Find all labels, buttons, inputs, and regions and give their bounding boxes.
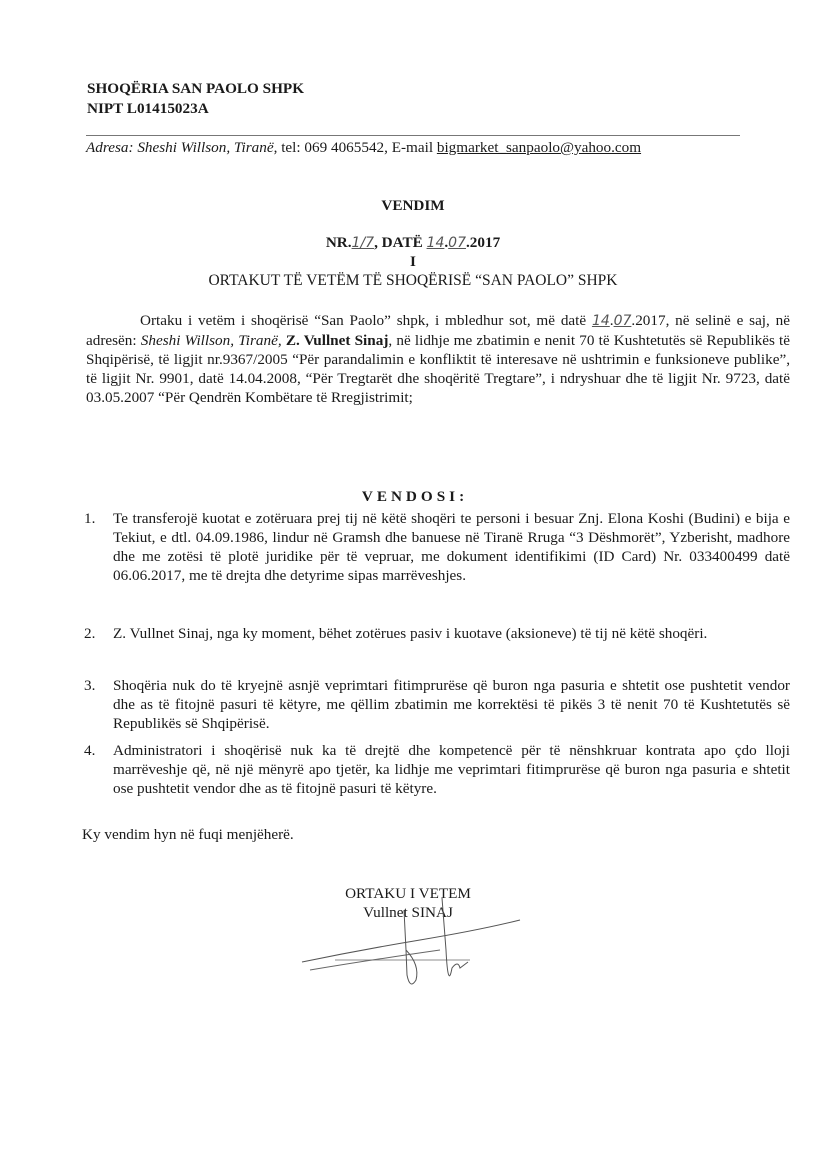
decision-number-line: NR.1/7, DATË 14.07.2017 [325,234,501,251]
date-year: .2017 [466,234,501,251]
header-divider [86,135,740,136]
handwritten-month: 07 [448,235,466,251]
email-link[interactable]: bigmarket_sanpaolo@yahoo.com [436,139,642,156]
intro-paragraph: Ortaku i vetëm i shoqërisë “San Paolo” shpk, i mbledhur sot, më datë 14.07.2017, në selinë e saj, në adresën: Sheshi Willson, Tiranë, Z. Vullnet Sinaj, në lidhje me zbatimin e nenit 70 të Kushtetutës së Republikës të Shqipërisë, të ligjit nr.9367/2005 “Për parandalimin e konfliktit të interesave në ushtrimin e funksioneve publike”, të ligjit Nr. 9901, datë 14.04.2008, “Për Tregtarët dhe shoqëritë Tregtare”, i ndryshuar dhe të ligjit Nr. 9723, datë 03.05.2007 “Për Qendrën Kombëtare të Rregjistrimit; [86,312,791,406]
intro-text-1: Ortaku i vetëm i shoqërisë “San Paolo” shpk, i mbledhur sot, më datë [140,312,592,329]
handwritten-number: 1/7 [351,235,375,251]
company-header [87,79,304,119]
intro-text-2: .2017, në selinë e saj, në adresën: [86,312,790,349]
company-nipt: NIPT L01415023A [87,100,209,117]
document-subtitle: ORTAKUT TË VETËM TË SHOQËRISË “SAN PAOLO” SHPK [208,272,618,289]
item-text: Te transferojë kuotat e zotëruara prej tij në këtë shoqëri te personi i besuar Znj. Elona Koshi (Budini) e bija e Tekiut, e dtl. 04.09.1986, lindur në Gramsh dhe banuese në Tiranë Rruga “3 Dëshmorët”, Yzberisht, madhore dhe me zotësi të plotë juridike për të vepruar, me dokument identifikimi (ID Card) Nr. 033400499 datë 06.06.2017, me të drejta dhe detyrime sipas marrëveshjes. [113,510,790,584]
signatory-role: ORTAKU I VETEM [345,885,471,902]
decision-item [84,741,790,798]
item-number: 4. [84,742,96,759]
title-connector: I [410,253,416,270]
handwritten-month: 07 [613,313,632,329]
item-number: 2. [84,625,96,642]
date-label: , DATË [374,234,427,251]
address-text: Adresa: Sheshi Willson, Tiranë [86,139,274,156]
document-title: VENDIM [381,197,445,214]
item-number: 3. [84,677,96,694]
item-number: 1. [84,510,96,527]
decision-item [84,509,790,585]
handwritten-day: 14 [426,235,445,251]
handwritten-day: 14 [591,313,610,329]
closing-statement: Ky vendim hyn në fuqi menjëherë. [82,826,294,843]
company-name: SHOQËRIA SAN PAOLO SHPK [87,80,305,97]
nr-label: NR. [325,234,352,251]
intro-address: Sheshi Willson, Tiranë, [140,332,282,349]
decision-item [84,624,790,643]
item-text: Shoqëria nuk do të kryejnë asnjë veprimtari fitimprurëse që buron nga pasuria e shtetit ose pushtetit vendor dhe as të fitojnë pasuri të këtyre, me qëllim zbatimin me korrektësi të pikës 3 të nenit 70 të Kushtetutës së Republikës së Shqipërisë. [113,677,790,732]
tel-text: , tel: 069 4065542, E-mail [273,139,437,156]
intro-name: Z. Vullnet Sinaj [285,332,389,349]
item-text: Administratori i shoqërisë nuk ka të drejtë dhe kompetencë për të nënshkruar kontrata apo çdo lloji marrëveshje që, në një mënyrë apo tjetër, ka lidhje me veprimtari fitimprurëse që buron nga pasuria e shtetit ose pushtetit vendor dhe as të fitojnë pasuri të këtyre. [113,742,790,797]
handwritten-signature [300,890,540,1000]
decision-item [84,676,790,733]
decision-heading: VENDOSI: [361,488,469,505]
signatory-name: Vullnet SINAJ [363,904,453,921]
item-text: Z. Vullnet Sinaj, nga ky moment, bëhet zotërues pasiv i kuotave (aksioneve) të tij në këtë shoqëri. [113,625,708,642]
address-line [86,139,641,157]
intro-text-3: , në lidhje me zbatimin e nenit 70 të Kushtetutës së Republikës të Shqipërisë, të ligjit nr.9367/2005 “Për parandalimin e konfliktit të interesave në ushtrimin e funksioneve publike”, të ligjit Nr. 9901, datë 14.04.2008, “Për Tregtarët dhe shoqëritë Tregtare”, i ndryshuar dhe të ligjit Nr. 9723, datë 03.05.2007 “Për Qendrën Kombëtare të Rregjistrimit; [86,332,791,406]
